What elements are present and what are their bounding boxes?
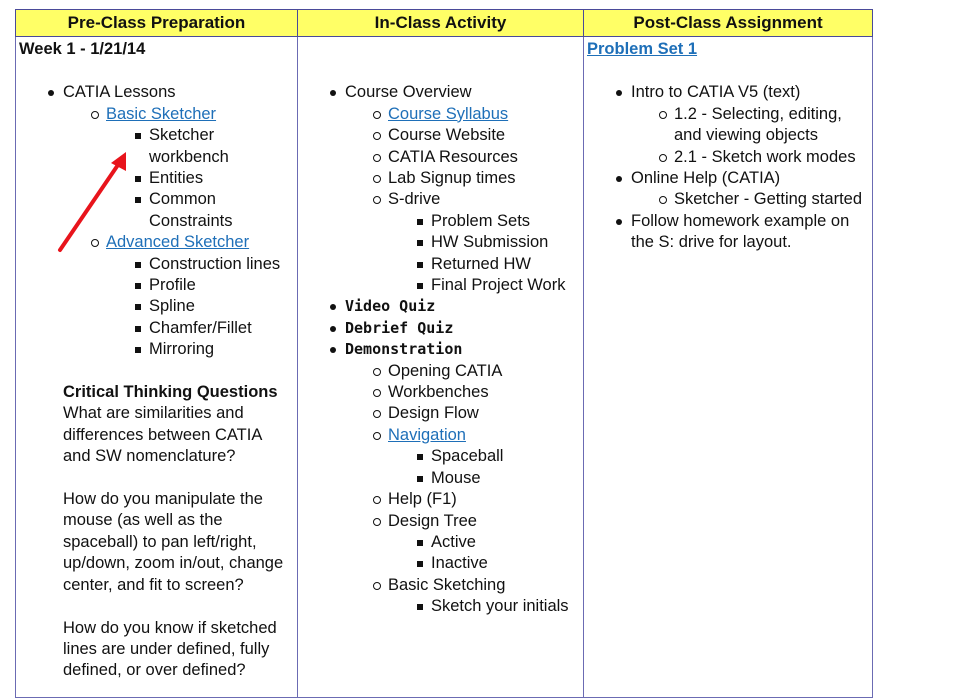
item-text: Construction lines bbox=[149, 254, 281, 273]
list-item bbox=[345, 382, 579, 403]
disc-bullet-icon bbox=[616, 90, 622, 96]
list-item bbox=[388, 596, 579, 617]
list-item bbox=[388, 532, 579, 553]
list-item bbox=[345, 575, 579, 618]
item-text: Sketch your initials bbox=[431, 597, 569, 616]
item-text: Active bbox=[431, 532, 476, 551]
item-text: Chamfer/Fillet bbox=[149, 318, 252, 337]
list-item bbox=[345, 147, 579, 168]
list-item bbox=[301, 339, 579, 617]
list-item bbox=[106, 318, 293, 339]
circle-bullet-icon bbox=[373, 196, 381, 204]
list-item bbox=[388, 275, 579, 296]
list-item bbox=[388, 446, 579, 467]
circle-bullet-icon bbox=[659, 196, 667, 204]
debrief-quiz-label: Debrief Quiz bbox=[345, 318, 454, 337]
disc-bullet-icon bbox=[330, 90, 336, 96]
item-text: S-drive bbox=[388, 190, 441, 209]
list-item bbox=[587, 211, 868, 254]
circle-bullet-icon bbox=[373, 432, 381, 440]
schedule-table bbox=[15, 9, 873, 698]
list-item bbox=[345, 489, 579, 510]
item-text: CATIA Resources bbox=[388, 147, 518, 166]
square-bullet-icon bbox=[135, 262, 141, 268]
item-text: Mouse bbox=[431, 468, 481, 487]
critical-thinking-title: Critical Thinking Questions bbox=[63, 383, 278, 402]
advanced-sketcher-link[interactable]: Advanced Sketcher bbox=[106, 233, 250, 252]
item-text: Returned HW bbox=[431, 254, 531, 273]
circle-bullet-icon bbox=[659, 111, 667, 119]
list-item bbox=[345, 425, 579, 489]
disc-bullet-icon bbox=[330, 347, 336, 353]
disc-bullet-icon bbox=[330, 326, 336, 332]
basic-sketcher-link[interactable]: Basic Sketcher bbox=[106, 104, 217, 123]
list-item bbox=[301, 318, 579, 339]
in-class-cell bbox=[298, 37, 584, 698]
item-text: Sketcher - Getting started bbox=[674, 190, 863, 209]
circle-bullet-icon bbox=[373, 389, 381, 397]
item-text: 2.1 - Sketch work modes bbox=[674, 147, 856, 166]
item-text: Final Project Work bbox=[431, 276, 566, 295]
demonstration-label: Demonstration bbox=[345, 340, 463, 359]
header-row bbox=[16, 10, 873, 37]
item-text: Problem Sets bbox=[431, 211, 531, 230]
catia-lessons-label: CATIA Lessons bbox=[63, 83, 176, 102]
list-item bbox=[345, 403, 579, 424]
list-item bbox=[631, 189, 868, 210]
list-item bbox=[106, 275, 293, 296]
header-in-class: In-Class Activity bbox=[298, 10, 584, 37]
circle-bullet-icon bbox=[373, 518, 381, 526]
item-text: Profile bbox=[149, 276, 196, 295]
question-2: How do you manipulate the mouse (as well as the spaceball) to pan left/right, up/down, zoom in/out, change center, and fit to screen? bbox=[63, 490, 284, 594]
item-text: Design Tree bbox=[388, 511, 477, 530]
disc-bullet-icon bbox=[48, 90, 54, 96]
item-text: Follow homework example on the S: drive for layout. bbox=[631, 211, 850, 252]
item-text: Lab Signup times bbox=[388, 169, 516, 188]
disc-bullet-icon bbox=[616, 176, 622, 182]
square-bullet-icon bbox=[417, 476, 423, 482]
week-row bbox=[16, 37, 873, 698]
square-bullet-icon bbox=[135, 326, 141, 332]
list-item bbox=[631, 104, 868, 147]
video-quiz-label: Video Quiz bbox=[345, 297, 436, 316]
list-item bbox=[345, 125, 579, 146]
week-label: Week 1 - 1/21/14 bbox=[19, 40, 146, 58]
circle-bullet-icon bbox=[373, 496, 381, 504]
circle-bullet-icon bbox=[373, 582, 381, 590]
list-item bbox=[345, 189, 579, 296]
disc-bullet-icon bbox=[616, 219, 622, 225]
item-text: Inactive bbox=[431, 554, 488, 573]
list-item bbox=[345, 168, 579, 189]
square-bullet-icon bbox=[417, 240, 423, 246]
list-item bbox=[345, 511, 579, 575]
post-class-cell bbox=[584, 37, 873, 698]
question-3: How do you know if sketched lines are under defined, fully defined, or over defined? bbox=[63, 618, 277, 680]
list-item bbox=[388, 232, 579, 253]
circle-bullet-icon bbox=[373, 368, 381, 376]
header-post-class: Post-Class Assignment bbox=[584, 10, 873, 37]
course-syllabus-link[interactable]: Course Syllabus bbox=[388, 104, 509, 123]
question-1: What are similarities and differences between CATIA and SW nomenclature? bbox=[63, 404, 262, 466]
square-bullet-icon bbox=[417, 283, 423, 289]
circle-bullet-icon bbox=[373, 175, 381, 183]
item-text: 1.2 - Selecting, editing, and viewing objects bbox=[674, 104, 842, 145]
square-bullet-icon bbox=[417, 604, 423, 610]
problem-set-link[interactable]: Problem Set 1 bbox=[587, 40, 698, 58]
list-item bbox=[106, 339, 293, 360]
circle-bullet-icon bbox=[373, 132, 381, 140]
circle-bullet-icon bbox=[373, 410, 381, 418]
list-item bbox=[388, 468, 579, 489]
navigation-link[interactable]: Navigation bbox=[388, 425, 466, 444]
list-item bbox=[301, 296, 579, 317]
item-text: Spline bbox=[149, 297, 195, 316]
circle-bullet-icon bbox=[659, 154, 667, 162]
square-bullet-icon bbox=[417, 219, 423, 225]
circle-bullet-icon bbox=[91, 111, 99, 119]
red-arrow-icon bbox=[56, 149, 136, 259]
item-text: Sketcher workbench bbox=[149, 126, 229, 166]
list-item bbox=[631, 147, 868, 168]
list-item bbox=[388, 254, 579, 275]
list-item bbox=[388, 211, 579, 232]
item-text: Online Help (CATIA) bbox=[631, 169, 781, 188]
item-text: Basic Sketching bbox=[388, 575, 506, 594]
item-text: Workbenches bbox=[388, 383, 489, 402]
list-item bbox=[301, 82, 579, 296]
item-text: HW Submission bbox=[431, 233, 549, 252]
list-item bbox=[345, 361, 579, 382]
square-bullet-icon bbox=[417, 561, 423, 567]
item-text: Common Constraints bbox=[149, 190, 233, 230]
square-bullet-icon bbox=[417, 262, 423, 268]
pre-class-cell bbox=[16, 37, 298, 698]
square-bullet-icon bbox=[417, 454, 423, 460]
list-item bbox=[587, 168, 868, 211]
list-item bbox=[106, 296, 293, 317]
circle-bullet-icon bbox=[373, 154, 381, 162]
list-item bbox=[345, 104, 579, 125]
course-overview-label: Course Overview bbox=[345, 83, 472, 102]
item-text: Intro to CATIA V5 (text) bbox=[631, 83, 801, 102]
item-text: Course Website bbox=[388, 126, 506, 145]
item-text: Design Flow bbox=[388, 404, 479, 423]
list-item bbox=[388, 553, 579, 574]
circle-bullet-icon bbox=[373, 111, 381, 119]
square-bullet-icon bbox=[135, 283, 141, 289]
square-bullet-icon bbox=[417, 540, 423, 546]
disc-bullet-icon bbox=[330, 304, 336, 310]
item-text: Entities bbox=[149, 169, 204, 188]
item-text: Opening CATIA bbox=[388, 361, 503, 380]
square-bullet-icon bbox=[135, 133, 141, 139]
square-bullet-icon bbox=[135, 347, 141, 353]
list-item bbox=[587, 82, 868, 168]
item-text: Help (F1) bbox=[388, 490, 457, 509]
square-bullet-icon bbox=[135, 304, 141, 310]
header-pre-class: Pre-Class Preparation bbox=[16, 10, 298, 37]
item-text: Mirroring bbox=[149, 340, 215, 359]
item-text: Spaceball bbox=[431, 447, 504, 466]
